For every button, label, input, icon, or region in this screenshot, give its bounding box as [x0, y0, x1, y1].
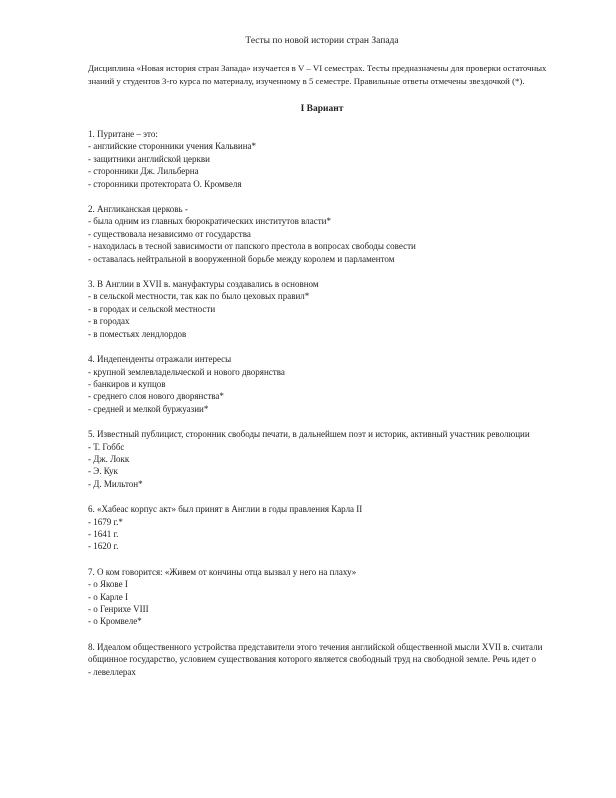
answer-option: - о Якове I	[88, 579, 128, 590]
answer-option: - английские сторонники учения Кальвина*	[88, 141, 257, 152]
answer-option: - защитники английской церкви	[88, 153, 210, 164]
answer-option: - Э. Кук	[88, 466, 118, 477]
answer-option: - средней и мелкой буржуазии*	[88, 403, 209, 414]
question-text: 1. Пуритане – это:	[88, 129, 158, 139]
answer-option: - крупной землевладельческой и нового дворянства	[88, 366, 285, 377]
answer-option: - в сельской местности, так как по было цеховых правил*	[88, 291, 310, 302]
document-title: Тесты по новой истории стран Запада	[245, 36, 399, 46]
answer-option: - Д. Мильтон*	[88, 478, 143, 489]
answer-option: - сторонники протектората О. Кромвеля	[88, 178, 242, 189]
answer-option: - в городах	[88, 316, 130, 327]
question-text: 4. Индепенденты отражали интересы	[88, 354, 232, 365]
answer-option: - Т. Гоббс	[88, 441, 125, 452]
answer-option: - банкиров и купцов	[88, 378, 166, 389]
answer-option: - о Генрихе VIII	[88, 604, 149, 614]
variant-heading: I Вариант	[300, 104, 344, 114]
answer-option: - о Карле I	[88, 591, 128, 602]
question-list	[88, 128, 556, 678]
answer-option: - 1620 г.	[88, 541, 119, 552]
question-block	[88, 203, 556, 265]
question-block	[88, 503, 556, 553]
answer-option: - 1679 г.*	[88, 516, 123, 527]
answer-option: - была одним из главных бюрократических институтов власти*	[88, 216, 331, 227]
answer-option: - в городах и сельской местности	[88, 303, 216, 314]
question-block	[88, 278, 556, 340]
question-block	[88, 566, 556, 628]
answer-option: - о Кромвеле*	[88, 616, 142, 627]
question-text: 3. В Англии в XVII в. мануфактуры создавались в основном	[88, 279, 319, 290]
question-block	[88, 353, 556, 415]
question-text: 6. «Хабеас корпус акт» был принят в Англии в годы правления Карла II	[88, 504, 363, 515]
answer-option: - находилась в тесной зависимости от папского престола в вопросах свободы совести	[88, 241, 416, 252]
answer-option: - среднего слоя нового дворянства*	[88, 391, 224, 402]
answer-option: - существовала независимо от государства	[88, 228, 251, 239]
answer-option: - оставалась нейтральной в вооруженной борьбе между королем и парламентом	[88, 253, 395, 264]
question-text: 8. Идеалом общественного устройства представители этого течения английской общественной мысли XVII в. считали общинное государство, условием существования которого является свободный труд на свободной земле. Речь идет о	[88, 641, 543, 665]
question-block	[88, 641, 556, 678]
answer-option: - 1641 г.	[88, 528, 119, 539]
question-block	[88, 428, 556, 490]
answer-option: - Дж. Локк	[88, 453, 130, 464]
answer-option: - сторонники Дж. Лильберна	[88, 166, 199, 177]
question-block	[88, 128, 556, 190]
intro-paragraph: Дисциплина «Новая история стран Запада» изучается в V – VI семестрах. Тесты предназначены для проверки остаточных знаний у студентов 3-го курса по материалу, изученному в 5 семестре. Правильные ответы отмечены звездочкой (*).	[88, 63, 547, 86]
question-text: 2. Англиканская церковь -	[88, 204, 188, 215]
question-text: 7. О ком говорится: «Живем от кончины отца вызвал у него на плаху»	[88, 566, 357, 577]
answer-option: - левеллерах	[88, 666, 136, 677]
answer-option: - в поместьях лендлордов	[88, 328, 187, 339]
question-text: 5. Известный публицист, сторонник свободы печати, в дальнейшем поэт и историк, активный участник революции	[88, 429, 530, 440]
